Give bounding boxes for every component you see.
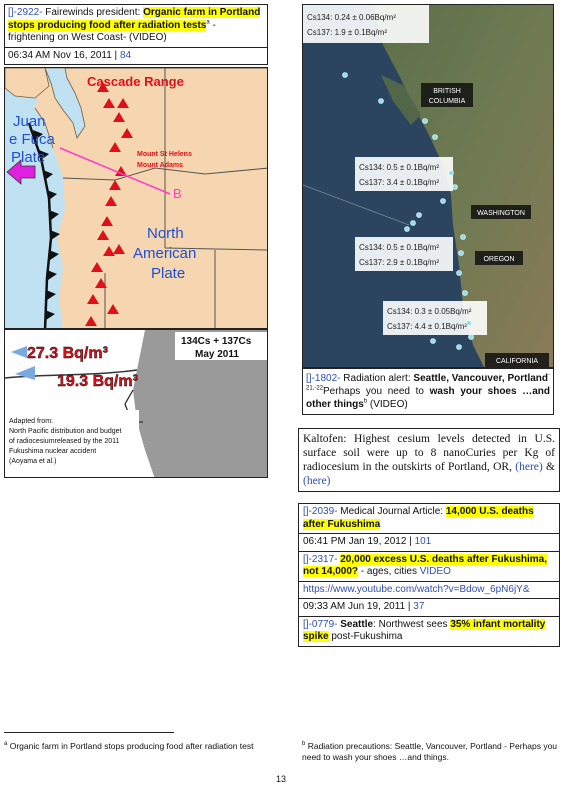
bq-legend-1: 134Cs + 137Cs <box>181 336 252 347</box>
radiation-alert-box <box>302 368 554 415</box>
kaltofen-box <box>298 428 560 492</box>
article-2317-url-link[interactable]: https://www.youtube.com/watch?v=Bdow_6pN6jY& <box>303 583 530 595</box>
kaltofen-text: Kaltofen: Highest cesium levels detected in U.S. surface soil were up to 8 nanoCuries per Kg of radiocesium in the outskirts of Portland, OR, <box>303 433 555 473</box>
footnote-divider <box>4 732 174 733</box>
article-0779-highlight: 35% infant mortality spike <box>303 618 546 642</box>
bq-value-2: 19.3 Bq/m³ <box>57 373 138 390</box>
radiation-refs: -21,-22 <box>306 372 550 392</box>
footnote-mark-a[interactable]: a <box>206 19 210 26</box>
sat-map-svg <box>303 5 554 368</box>
cascade-map-svg <box>5 68 268 329</box>
section-label-b: B <box>173 186 182 201</box>
article-title-highlight: Organic farm in Portland stops producing food after radiation tests <box>8 7 261 31</box>
reading-4b: Cs137: 4.4 ± 0.1Bq/m² <box>387 322 467 331</box>
region-bc-1: BRITISH <box>433 88 461 95</box>
article-2317-count-link[interactable]: 37 <box>413 601 425 612</box>
article-2039-count-link[interactable]: 101 <box>414 536 432 547</box>
reading-2b: Cs137: 3.4 ± 0.1Bq/m² <box>359 178 439 187</box>
page-number: 13 <box>276 774 287 784</box>
radiation-article-id-link[interactable]: []-1802- <box>306 373 341 384</box>
article-2317-timestamp: 09:33 AM Jun 19, 2011 | <box>303 601 414 612</box>
bq-caption-4: Fukushima nuclear accident <box>9 448 97 455</box>
radiation-text-1: Radiation alert: <box>340 373 414 384</box>
radiation-text-2: Perhaps you need to <box>323 386 430 397</box>
bq-map-svg <box>5 330 268 478</box>
bq-caption-2: North Pacific distribution and budget <box>9 428 122 435</box>
plate-left-label-1: Juan <box>13 113 46 130</box>
article-title-plain: Fairewinds president: <box>42 7 144 18</box>
right-article-list <box>298 503 560 647</box>
footnote-b-mark: b <box>302 741 306 748</box>
footnote-a-text: Organic farm in Portland stops producing food after radiation test <box>7 741 254 751</box>
article-0779-city: Seattle <box>337 618 374 630</box>
region-bc-2: COLUMBIA <box>428 98 466 105</box>
reading-3b: Cs137: 2.9 ± 0.1Bq/m² <box>359 258 439 267</box>
article-2317-title <box>299 552 559 582</box>
reading-3a: Cs134: 0.5 ± 0.1Bq/m² <box>359 243 439 252</box>
region-wa: WASHINGTON <box>477 210 525 217</box>
region-ca: CALIFORNIA <box>495 358 539 365</box>
region-or: OREGON <box>483 256 515 263</box>
article-2039-highlight: 14,000 U.S. deaths after Fukushima <box>303 506 534 530</box>
mount-adams-label: Mount Adams <box>137 162 184 169</box>
radiation-text-3: (VIDEO) <box>367 399 408 410</box>
mount-st-helens-label: Mount St Helens <box>137 151 192 158</box>
article-2039-meta <box>299 534 559 552</box>
article-0779-text: : Northwest sees <box>373 618 451 630</box>
radiation-cities: Seattle, Vancouver, Portland <box>413 373 548 384</box>
satellite-radiation-map <box>302 4 554 368</box>
plate-left-label-3: Plate <box>11 149 46 166</box>
left-article-meta-cell <box>5 48 267 65</box>
bq-caption-3: of radiocesiumreleased by the 2011 <box>9 438 120 445</box>
bq-legend-2: May 2011 <box>195 349 239 360</box>
left-article-title-cell <box>5 5 267 48</box>
article-0779-title <box>299 617 559 646</box>
plate-right-label-3: Plate <box>151 265 186 282</box>
left-article-box <box>4 4 268 65</box>
plate-right-label-1: North <box>147 225 184 242</box>
bq-value-1: 27.3 Bq/m³ <box>27 345 108 362</box>
footnote-b <box>302 741 558 763</box>
kaltofen-amp: & <box>542 461 555 473</box>
article-2317-url-cell <box>299 582 559 600</box>
article-2317-highlight: 20,000 excess U.S. deaths after Fukushima, not 14,000? <box>303 553 548 577</box>
bq-caption-1: Adapted from: <box>9 418 53 425</box>
article-2039-timestamp: 06:41 PM Jan 19, 2012 | <box>303 536 415 547</box>
reading-1a: Cs134: 0.24 ± 0.06Bq/m² <box>307 13 396 22</box>
article-2039-title <box>299 504 559 534</box>
footnote-a-mark: a <box>4 741 8 748</box>
bq-caption-5: (Aoyama et al.) <box>9 458 57 465</box>
footnote-b-text: Radiation precautions: Seattle, Vancouver, Portland - Perhaps you need to wash your shoes …and things. <box>302 741 558 762</box>
plate-left-label-2: e Fuca <box>9 131 55 148</box>
footnote-a <box>4 741 254 752</box>
radiation-shoes: wash your shoes …and other things <box>306 386 550 410</box>
article-subtitle: - frightening on West Coast- (VIDEO) <box>8 19 216 43</box>
article-count-link[interactable]: 84 <box>119 49 132 61</box>
article-0779-tail: post-Fukushima <box>328 631 403 642</box>
reading-1b: Cs137: 1.9 ± 0.1Bq/m² <box>307 28 387 37</box>
radiocesium-ocean-map <box>4 329 268 478</box>
kaltofen-link-2[interactable]: (here) <box>303 475 331 487</box>
article-timestamp: 06:34 AM Nov 16, 2011 | <box>8 49 120 61</box>
reading-4a: Cs134: 0.3 ± 0.05Bq/m² <box>387 307 472 316</box>
plate-right-label-2: American <box>133 245 197 262</box>
article-2317-video-link[interactable]: VIDEO <box>419 566 451 577</box>
cascade-range-map <box>4 67 268 329</box>
article-2039-text: Medical Journal Article: <box>337 506 446 517</box>
cascade-range-title: Cascade Range <box>87 74 184 89</box>
article-id-link[interactable]: []-2922- <box>8 7 43 18</box>
article-0779-id-link[interactable]: []-0779- <box>303 618 338 630</box>
reading-2a: Cs134: 0.5 ± 0.1Bq/m² <box>359 163 439 172</box>
article-2317-text: - ages, cities <box>358 566 420 577</box>
kaltofen-link-1[interactable]: (here) <box>515 461 543 473</box>
article-2317-meta <box>299 599 559 617</box>
article-2317-id-link[interactable]: []-2317- <box>303 553 338 565</box>
article-2039-id-link[interactable]: []-2039- <box>303 506 338 517</box>
footnote-mark-b[interactable]: b <box>363 398 368 405</box>
